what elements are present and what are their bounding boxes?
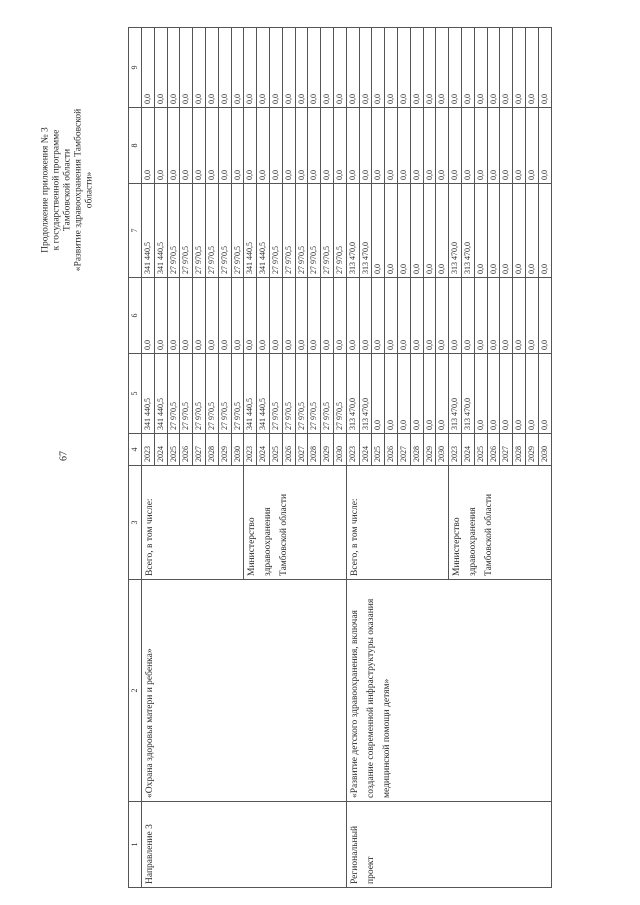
amount-cell: 0,0 [269, 108, 282, 184]
year-cell: 2030 [538, 434, 551, 466]
amount-cell: 0,0 [308, 108, 321, 184]
amount-cell: 0,0 [359, 28, 372, 108]
column-number-row [129, 28, 142, 888]
amount-cell: 341 440,5 [257, 184, 270, 278]
amount-cell: 0,0 [385, 184, 398, 278]
amount-cell: 0,0 [231, 108, 244, 184]
amount-cell: 27 970,5 [205, 184, 218, 278]
year-cell: 2027 [193, 434, 206, 466]
amount-cell: 0,0 [500, 184, 513, 278]
amount-cell: 0,0 [525, 278, 538, 354]
year-cell: 2028 [513, 434, 526, 466]
amount-cell: 0,0 [205, 108, 218, 184]
amount-cell: 0,0 [231, 28, 244, 108]
amount-cell: 0,0 [346, 108, 359, 184]
amount-cell: 313 470,0 [346, 184, 359, 278]
amount-cell: 341 440,5 [244, 354, 257, 434]
amount-cell: 27 970,5 [282, 354, 295, 434]
amount-cell: 0,0 [410, 184, 423, 278]
row-group-title: «Охрана здоровья матери и ребенка» [142, 580, 347, 802]
responsible-cell: Министерство здравоохранения Тамбовской области [244, 466, 346, 580]
responsible-cell: Всего, в том числе: [142, 466, 244, 580]
amount-cell: 0,0 [436, 28, 449, 108]
amount-cell: 0,0 [257, 108, 270, 184]
amount-cell: 0,0 [282, 278, 295, 354]
amount-cell: 0,0 [500, 278, 513, 354]
amount-cell: 0,0 [167, 108, 180, 184]
page-number: 67 [58, 451, 70, 461]
amount-cell: 0,0 [359, 108, 372, 184]
amount-cell: 27 970,5 [295, 354, 308, 434]
year-cell: 2024 [359, 434, 372, 466]
year-cell: 2025 [474, 434, 487, 466]
amount-cell: 0,0 [167, 278, 180, 354]
year-cell: 2024 [257, 434, 270, 466]
amount-cell: 0,0 [295, 28, 308, 108]
year-cell: 2024 [154, 434, 167, 466]
amount-cell: 27 970,5 [321, 354, 334, 434]
row-group-title: «Развитие детского здравоохранения, включая создание современной инфраструктуры оказания медицинской помощи детям» [346, 580, 551, 802]
amount-cell: 0,0 [474, 28, 487, 108]
year-cell: 2027 [500, 434, 513, 466]
amount-cell: 341 440,5 [244, 184, 257, 278]
amount-cell: 27 970,5 [167, 354, 180, 434]
amount-cell: 0,0 [461, 278, 474, 354]
amount-cell: 0,0 [269, 278, 282, 354]
amount-cell: 0,0 [423, 28, 436, 108]
table-row [346, 28, 359, 888]
amount-cell: 27 970,5 [231, 354, 244, 434]
amount-cell: 0,0 [513, 278, 526, 354]
amount-cell: 0,0 [218, 28, 231, 108]
year-cell: 2026 [385, 434, 398, 466]
amount-cell: 0,0 [346, 278, 359, 354]
rotated-table-container [128, 28, 638, 888]
amount-cell: 0,0 [474, 108, 487, 184]
responsible-cell: Всего, в том числе: [346, 466, 448, 580]
amount-cell: 0,0 [372, 278, 385, 354]
col-header: 8 [129, 108, 142, 184]
amount-cell: 0,0 [282, 28, 295, 108]
amount-cell: 27 970,5 [333, 184, 346, 278]
year-cell: 2028 [308, 434, 321, 466]
amount-cell: 0,0 [372, 184, 385, 278]
amount-cell: 0,0 [410, 278, 423, 354]
amount-cell: 27 970,5 [193, 354, 206, 434]
amount-cell: 0,0 [449, 28, 462, 108]
amount-cell: 0,0 [346, 28, 359, 108]
amount-cell: 0,0 [385, 28, 398, 108]
col-header: 7 [129, 184, 142, 278]
year-cell: 2026 [180, 434, 193, 466]
amount-cell: 313 470,0 [461, 184, 474, 278]
amount-cell: 313 470,0 [449, 354, 462, 434]
year-cell: 2028 [410, 434, 423, 466]
amount-cell: 0,0 [244, 108, 257, 184]
amount-cell: 0,0 [513, 354, 526, 434]
amount-cell: 0,0 [538, 278, 551, 354]
amount-cell: 313 470,0 [346, 354, 359, 434]
amount-cell: 0,0 [193, 278, 206, 354]
amount-cell: 0,0 [461, 28, 474, 108]
amount-cell: 27 970,5 [180, 184, 193, 278]
amount-cell: 313 470,0 [461, 354, 474, 434]
amount-cell: 27 970,5 [308, 354, 321, 434]
year-cell: 2028 [205, 434, 218, 466]
table-body [142, 28, 552, 888]
amount-cell: 0,0 [436, 184, 449, 278]
year-cell: 2025 [167, 434, 180, 466]
amount-cell: 0,0 [449, 108, 462, 184]
amount-cell: 0,0 [538, 28, 551, 108]
year-cell: 2029 [525, 434, 538, 466]
amount-cell: 27 970,5 [269, 354, 282, 434]
amount-cell: 0,0 [487, 28, 500, 108]
year-cell: 2030 [231, 434, 244, 466]
amount-cell: 0,0 [180, 278, 193, 354]
amount-cell: 0,0 [436, 108, 449, 184]
amount-cell: 0,0 [436, 278, 449, 354]
amount-cell: 0,0 [308, 278, 321, 354]
amount-cell: 0,0 [295, 108, 308, 184]
amount-cell: 27 970,5 [321, 184, 334, 278]
amount-cell: 0,0 [487, 184, 500, 278]
amount-cell: 0,0 [525, 354, 538, 434]
amount-cell: 0,0 [193, 108, 206, 184]
amount-cell: 0,0 [385, 108, 398, 184]
amount-cell: 0,0 [218, 108, 231, 184]
col-header: 6 [129, 278, 142, 354]
amount-cell: 0,0 [474, 354, 487, 434]
amount-cell: 0,0 [500, 354, 513, 434]
amount-cell: 0,0 [282, 108, 295, 184]
amount-cell: 0,0 [397, 28, 410, 108]
amount-cell: 0,0 [321, 278, 334, 354]
table-row [142, 28, 155, 888]
amount-cell: 0,0 [180, 108, 193, 184]
col-header: 9 [129, 28, 142, 108]
amount-cell: 0,0 [154, 108, 167, 184]
col-header: 1 [129, 802, 142, 888]
amount-cell: 27 970,5 [308, 184, 321, 278]
amount-cell: 0,0 [449, 278, 462, 354]
amount-cell: 0,0 [513, 28, 526, 108]
amount-cell: 313 470,0 [359, 184, 372, 278]
amount-cell: 0,0 [269, 28, 282, 108]
amount-cell: 0,0 [372, 354, 385, 434]
year-cell: 2023 [142, 434, 155, 466]
amount-cell: 0,0 [231, 278, 244, 354]
amount-cell: 0,0 [321, 28, 334, 108]
amount-cell: 27 970,5 [333, 354, 346, 434]
amount-cell: 0,0 [487, 278, 500, 354]
responsible-cell: Министерство здравоохранения Тамбовской области [449, 466, 551, 580]
amount-cell: 0,0 [423, 278, 436, 354]
amount-cell: 0,0 [205, 278, 218, 354]
amount-cell: 313 470,0 [359, 354, 372, 434]
amount-cell: 0,0 [295, 278, 308, 354]
year-cell: 2030 [333, 434, 346, 466]
amount-cell: 0,0 [500, 108, 513, 184]
amount-cell: 0,0 [410, 28, 423, 108]
year-cell: 2029 [218, 434, 231, 466]
amount-cell: 0,0 [142, 278, 155, 354]
amount-cell: 27 970,5 [295, 184, 308, 278]
amount-cell: 27 970,5 [269, 184, 282, 278]
amount-cell: 0,0 [385, 354, 398, 434]
amount-cell: 341 440,5 [142, 184, 155, 278]
year-cell: 2029 [423, 434, 436, 466]
year-cell: 2029 [321, 434, 334, 466]
row-group-label: Региональный проект [346, 802, 551, 888]
year-cell: 2030 [436, 434, 449, 466]
amount-cell: 0,0 [218, 278, 231, 354]
amount-cell: 0,0 [257, 28, 270, 108]
amount-cell: 0,0 [474, 184, 487, 278]
amount-cell: 0,0 [513, 108, 526, 184]
amount-cell: 0,0 [525, 28, 538, 108]
amount-cell: 0,0 [487, 108, 500, 184]
amount-cell: 313 470,0 [449, 184, 462, 278]
amount-cell: 0,0 [180, 28, 193, 108]
header-line-2: к государственной программе Тамбовской области [51, 129, 73, 251]
amount-cell: 0,0 [372, 108, 385, 184]
amount-cell: 0,0 [397, 108, 410, 184]
header-line-3: «Развитие здравоохранения Тамбовской области» [73, 108, 95, 272]
amount-cell: 0,0 [308, 28, 321, 108]
amount-cell: 27 970,5 [167, 184, 180, 278]
year-cell: 2027 [295, 434, 308, 466]
col-header: 2 [129, 580, 142, 802]
amount-cell: 341 440,5 [142, 354, 155, 434]
amount-cell: 0,0 [513, 184, 526, 278]
amount-cell: 341 440,5 [154, 184, 167, 278]
amount-cell: 0,0 [142, 28, 155, 108]
amount-cell: 0,0 [142, 108, 155, 184]
amount-cell: 0,0 [154, 278, 167, 354]
amount-cell: 0,0 [423, 108, 436, 184]
amount-cell: 0,0 [359, 278, 372, 354]
year-cell: 2026 [282, 434, 295, 466]
amount-cell: 27 970,5 [282, 184, 295, 278]
amount-cell: 27 970,5 [193, 184, 206, 278]
amount-cell: 0,0 [244, 278, 257, 354]
amount-cell: 0,0 [333, 278, 346, 354]
amount-cell: 0,0 [538, 354, 551, 434]
row-group-label: Направление 3 [142, 802, 347, 888]
amount-cell: 27 970,5 [231, 184, 244, 278]
amount-cell: 0,0 [333, 108, 346, 184]
amount-cell: 0,0 [397, 184, 410, 278]
amount-cell: 0,0 [423, 184, 436, 278]
amount-cell: 27 970,5 [218, 354, 231, 434]
amount-cell: 0,0 [525, 108, 538, 184]
year-cell: 2025 [372, 434, 385, 466]
amount-cell: 0,0 [525, 184, 538, 278]
header-line-1: Продолжение приложения № 3 [40, 127, 51, 253]
amount-cell: 27 970,5 [205, 354, 218, 434]
amount-cell: 0,0 [321, 108, 334, 184]
amount-cell: 0,0 [167, 28, 180, 108]
amount-cell: 0,0 [500, 28, 513, 108]
year-cell: 2023 [346, 434, 359, 466]
amount-cell: 0,0 [257, 278, 270, 354]
year-cell: 2023 [244, 434, 257, 466]
col-header: 3 [129, 466, 142, 580]
col-header: 4 [129, 434, 142, 466]
appendix-header [41, 105, 96, 275]
amount-cell: 0,0 [461, 108, 474, 184]
col-header: 5 [129, 354, 142, 434]
amount-cell: 0,0 [538, 108, 551, 184]
amount-cell: 0,0 [410, 108, 423, 184]
amount-cell: 0,0 [385, 278, 398, 354]
amount-cell: 0,0 [154, 28, 167, 108]
amount-cell: 27 970,5 [180, 354, 193, 434]
amount-cell: 0,0 [474, 278, 487, 354]
amount-cell: 0,0 [487, 354, 500, 434]
amount-cell: 0,0 [244, 28, 257, 108]
funding-table [128, 27, 552, 888]
amount-cell: 0,0 [397, 354, 410, 434]
year-cell: 2027 [397, 434, 410, 466]
year-cell: 2026 [487, 434, 500, 466]
amount-cell: 341 440,5 [154, 354, 167, 434]
year-cell: 2023 [449, 434, 462, 466]
amount-cell: 0,0 [436, 354, 449, 434]
amount-cell: 0,0 [538, 184, 551, 278]
amount-cell: 0,0 [193, 28, 206, 108]
amount-cell: 0,0 [205, 28, 218, 108]
year-cell: 2024 [461, 434, 474, 466]
amount-cell: 27 970,5 [218, 184, 231, 278]
amount-cell: 0,0 [333, 28, 346, 108]
year-cell: 2025 [269, 434, 282, 466]
amount-cell: 341 440,5 [257, 354, 270, 434]
amount-cell: 0,0 [410, 354, 423, 434]
amount-cell: 0,0 [372, 28, 385, 108]
amount-cell: 0,0 [397, 278, 410, 354]
amount-cell: 0,0 [423, 354, 436, 434]
